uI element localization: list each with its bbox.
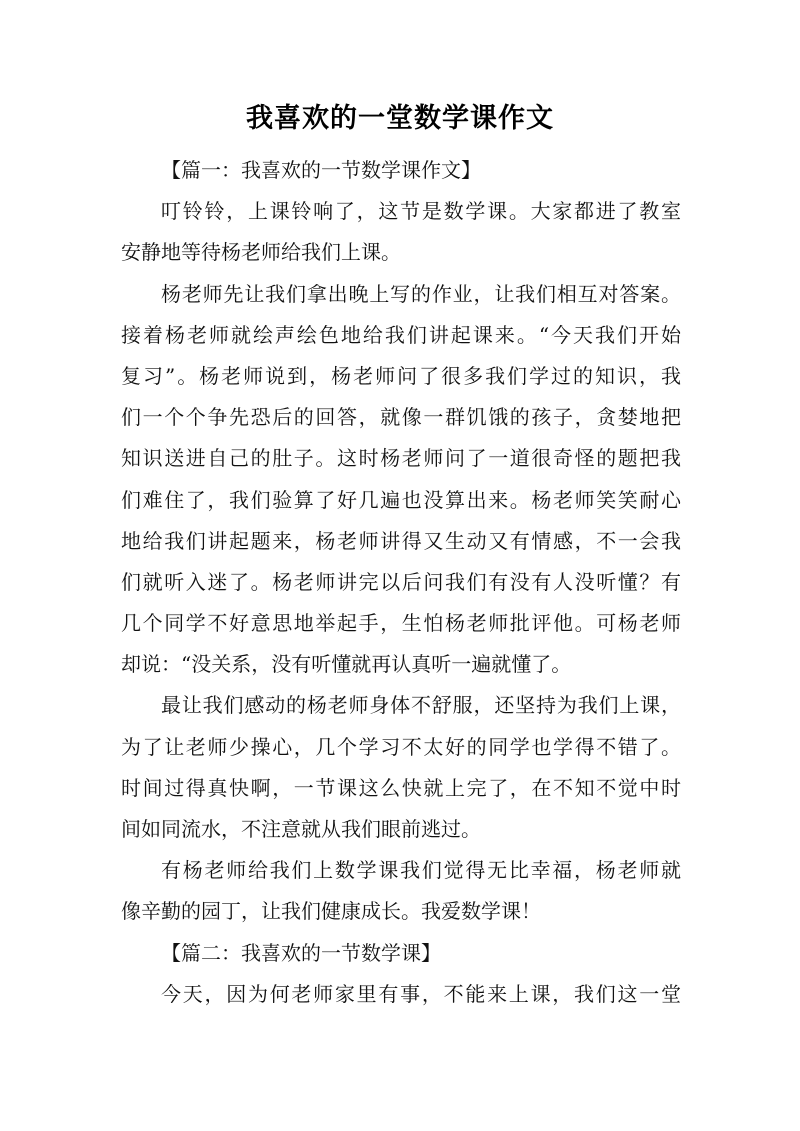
text-line: 知识送进自己的肚子。这时杨老师问了一道很奇怪的题把我 xyxy=(121,446,681,471)
text-line: 地给我们讲起题来，杨老师讲得又生动又有情感，不一会我 xyxy=(121,528,681,553)
text-line: 时间过得真快啊，一节课这么快就上完了，在不知不觉中时 xyxy=(121,775,681,800)
text-line: 最让我们感动的杨老师身体不舒服，还坚持为我们上课， xyxy=(161,693,681,718)
text-line: 杨老师先让我们拿出晚上写的作业，让我们相互对答案。 xyxy=(161,281,681,306)
text-line: 有杨老师给我们上数学课我们觉得无比幸福，杨老师就 xyxy=(161,858,681,883)
text-line: 们难住了，我们验算了好几遍也没算出来。杨老师笑笑耐心 xyxy=(121,487,681,512)
text-line: 们就听入迷了。杨老师讲完以后问我们有没有人没听懂？有 xyxy=(121,569,681,594)
text-line: 几个同学不好意思地举起手，生怕杨老师批评他。可杨老师 xyxy=(121,611,681,636)
text-line: 叮铃铃，上课铃响了，这节是数学课。大家都进了教室 xyxy=(161,199,681,224)
text-line: 【篇二：我喜欢的一节数学课】 xyxy=(161,940,441,965)
document-body xyxy=(121,150,681,1015)
text-line: 间如同流水，不注意就从我们眼前逃过。 xyxy=(121,817,481,841)
text-line: 安静地等待杨老师给我们上课。 xyxy=(121,240,401,265)
text-line: 为了让老师少操心，几个学习不太好的同学也学得不错了。 xyxy=(121,734,681,759)
text-line: 却说：“没关系，没有听懂就再认真听一遍就懂了。 xyxy=(121,652,572,677)
text-line: 今天，因为何老师家里有事，不能来上课，我们这一堂 xyxy=(161,981,681,1006)
text-line: 们一个个争先恐后的回答，就像一群饥饿的孩子，贪婪地把 xyxy=(121,405,681,430)
text-line: 像辛勤的园丁，让我们健康成长。我爱数学课！ xyxy=(121,899,541,924)
text-line: 【篇一：我喜欢的一节数学课作文】 xyxy=(161,158,481,182)
text-line: 复习”。杨老师说到，杨老师问了很多我们学过的知识，我 xyxy=(121,363,681,388)
text-line: 接着杨老师就绘声绘色地给我们讲起课来。“今天我们开始 xyxy=(121,322,681,347)
document-title: 我喜欢的一堂数学课作文 xyxy=(246,103,554,134)
